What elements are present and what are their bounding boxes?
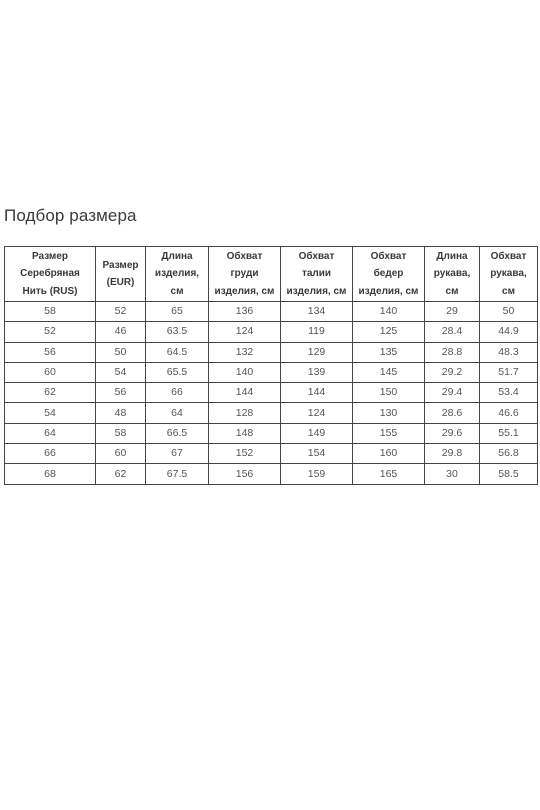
table-cell: 56.8 xyxy=(480,444,538,464)
table-cell: 132 xyxy=(209,342,281,362)
table-cell: 60 xyxy=(96,444,146,464)
table-row xyxy=(5,322,538,342)
table-cell: 52 xyxy=(96,302,146,322)
table-cell: 29.8 xyxy=(425,444,480,464)
table-cell: 154 xyxy=(281,444,353,464)
table-row xyxy=(5,362,538,382)
table-cell: 54 xyxy=(5,403,96,423)
table-cell: 29.4 xyxy=(425,383,480,403)
table-row xyxy=(5,423,538,443)
table-cell: 148 xyxy=(209,423,281,443)
table-row xyxy=(5,302,538,322)
page-title: Подбор размера xyxy=(4,206,137,225)
table-cell: 67 xyxy=(146,444,209,464)
header-hips: Обхват бедер изделия, см xyxy=(353,247,425,302)
table-cell: 58 xyxy=(96,423,146,443)
table-cell: 156 xyxy=(209,464,281,484)
table-row xyxy=(5,403,538,423)
table-cell: 28.8 xyxy=(425,342,480,362)
table-cell: 29.2 xyxy=(425,362,480,382)
table-cell: 66 xyxy=(146,383,209,403)
table-row xyxy=(5,444,538,464)
table-cell: 53.4 xyxy=(480,383,538,403)
table-cell: 58.5 xyxy=(480,464,538,484)
table-cell: 144 xyxy=(209,383,281,403)
table-row xyxy=(5,342,538,362)
table-cell: 65.5 xyxy=(146,362,209,382)
table-row xyxy=(5,464,538,484)
table-cell: 54 xyxy=(96,362,146,382)
table-row xyxy=(5,383,538,403)
table-cell: 124 xyxy=(209,322,281,342)
table-cell: 130 xyxy=(353,403,425,423)
table-cell: 30 xyxy=(425,464,480,484)
table-cell: 56 xyxy=(5,342,96,362)
table-cell: 159 xyxy=(281,464,353,484)
table-cell: 58 xyxy=(5,302,96,322)
table-cell: 44.9 xyxy=(480,322,538,342)
size-table xyxy=(4,246,538,485)
table-cell: 60 xyxy=(5,362,96,382)
header-chest: Обхват груди изделия, см xyxy=(209,247,281,302)
table-cell: 136 xyxy=(209,302,281,322)
table-cell: 134 xyxy=(281,302,353,322)
table-cell: 56 xyxy=(96,383,146,403)
table-cell: 46 xyxy=(96,322,146,342)
table-cell: 29 xyxy=(425,302,480,322)
table-cell: 135 xyxy=(353,342,425,362)
table-cell: 50 xyxy=(96,342,146,362)
table-cell: 29.6 xyxy=(425,423,480,443)
header-waist: Обхват талии изделия, см xyxy=(281,247,353,302)
table-cell: 124 xyxy=(281,403,353,423)
header-size-rus: Размер Серебряная Нить (RUS) xyxy=(5,247,96,302)
table-cell: 52 xyxy=(5,322,96,342)
table-cell: 48.3 xyxy=(480,342,538,362)
table-cell: 140 xyxy=(209,362,281,382)
table-cell: 50 xyxy=(480,302,538,322)
table-cell: 150 xyxy=(353,383,425,403)
table-cell: 149 xyxy=(281,423,353,443)
table-cell: 46.6 xyxy=(480,403,538,423)
table-cell: 165 xyxy=(353,464,425,484)
table-cell: 68 xyxy=(5,464,96,484)
table-cell: 129 xyxy=(281,342,353,362)
table-cell: 48 xyxy=(96,403,146,423)
table-cell: 28.4 xyxy=(425,322,480,342)
table-cell: 66 xyxy=(5,444,96,464)
table-cell: 62 xyxy=(5,383,96,403)
table-cell: 152 xyxy=(209,444,281,464)
table-cell: 119 xyxy=(281,322,353,342)
table-cell: 64 xyxy=(146,403,209,423)
table-cell: 160 xyxy=(353,444,425,464)
header-size-eur: Размер (EUR) xyxy=(96,247,146,302)
table-cell: 62 xyxy=(96,464,146,484)
table-cell: 155 xyxy=(353,423,425,443)
table-cell: 66.5 xyxy=(146,423,209,443)
table-cell: 139 xyxy=(281,362,353,382)
table-cell: 28.6 xyxy=(425,403,480,423)
table-cell: 63.5 xyxy=(146,322,209,342)
table-cell: 144 xyxy=(281,383,353,403)
table-cell: 64.5 xyxy=(146,342,209,362)
header-sleeve-girth: Обхват рукава, см xyxy=(480,247,538,302)
header-length: Длина изделия, см xyxy=(146,247,209,302)
table-cell: 145 xyxy=(353,362,425,382)
table-cell: 51.7 xyxy=(480,362,538,382)
table-cell: 64 xyxy=(5,423,96,443)
table-cell: 55.1 xyxy=(480,423,538,443)
table-cell: 67.5 xyxy=(146,464,209,484)
table-cell: 140 xyxy=(353,302,425,322)
table-cell: 65 xyxy=(146,302,209,322)
header-sleeve-length: Длина рукава, см xyxy=(425,247,480,302)
table-cell: 125 xyxy=(353,322,425,342)
table-header-row xyxy=(5,247,538,302)
table-cell: 128 xyxy=(209,403,281,423)
